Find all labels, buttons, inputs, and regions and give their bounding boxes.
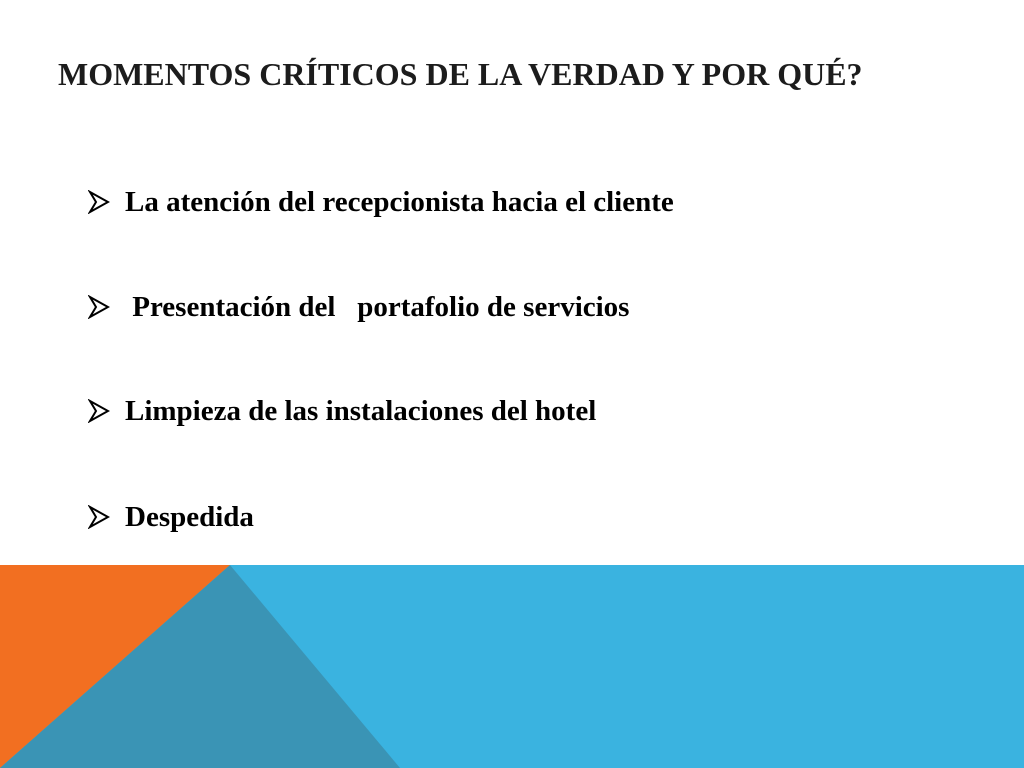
bullet-item (88, 391, 596, 431)
bullet-text: Despedida (125, 500, 254, 533)
arrowhead-bullet-icon (88, 295, 125, 319)
bullet-text: Presentación del portafolio de servicios (125, 290, 630, 323)
bullet-item (88, 287, 629, 327)
decorative-footer-band (0, 565, 1024, 768)
bullet-text: La atención del recepcionista hacia el cliente (125, 185, 674, 218)
arrowhead-bullet-icon (88, 190, 125, 214)
bullet-text: Limpieza de las instalaciones del hotel (125, 394, 597, 427)
arrowhead-bullet-icon (88, 399, 125, 423)
bullet-item (88, 182, 674, 222)
arrowhead-bullet-icon (88, 505, 125, 529)
slide-title: MOMENTOS CRÍTICOS DE LA VERDAD Y POR QUÉ? (58, 56, 863, 92)
bullet-item (88, 497, 254, 537)
